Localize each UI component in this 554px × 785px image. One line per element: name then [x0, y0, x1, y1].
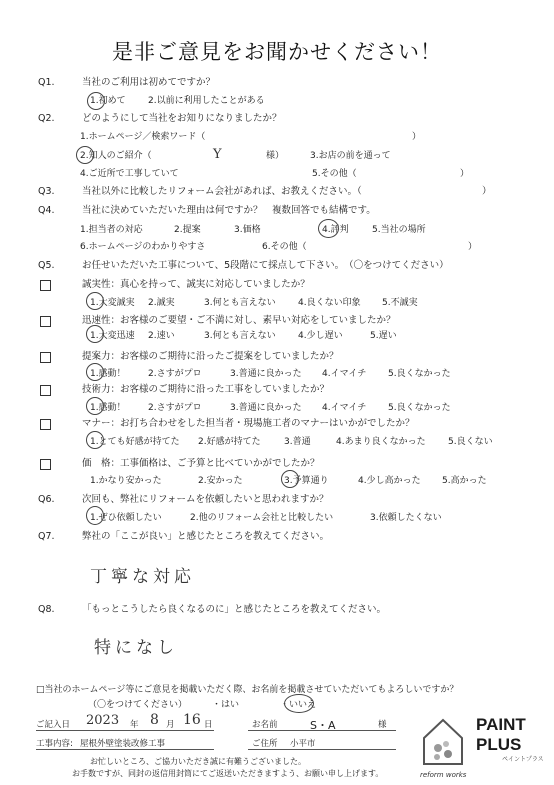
date-underline	[36, 730, 214, 731]
consent-yes: ・はい	[212, 700, 240, 710]
q5-item-5-option: 1.とても好感が持てた	[90, 437, 180, 447]
q5-item-1-heading: 誠実性：真心を持って、誠実に対応していましたか？	[82, 279, 310, 290]
q2-option-2: 2.知人のご紹介（	[80, 151, 152, 161]
q8-question: 「もっとこうしたら良くなるのに」と感じたところを教えてください。	[82, 604, 387, 615]
name-label: お名前	[252, 720, 278, 730]
q5-item-5-option: 3.普通	[284, 437, 311, 447]
q7-number: Q7.	[38, 531, 55, 542]
checkbox	[40, 385, 51, 396]
q5-item-2-option: 1.大変迅速	[90, 331, 135, 341]
checkbox	[40, 419, 51, 430]
date-day-unit: 日	[204, 720, 213, 730]
q2-option-2-sama: 様）	[266, 151, 285, 161]
q5-item-1-option: 4.良くない印象	[298, 298, 361, 308]
q5-item-3-heading: 提案力：お客様のご期待に沿ったご提案をしていましたか？	[82, 351, 339, 362]
q6-number: Q6.	[38, 494, 55, 505]
q8-handwritten-answer: 特になし	[94, 638, 178, 658]
q5-item-3-option: 3.普通に良かった	[230, 369, 302, 379]
q4-number: Q4.	[38, 205, 55, 216]
consent-instruction: （〇をつけてください）	[88, 700, 188, 710]
q4-question: 当社に決めていただいた理由は何ですか？ 複数回答でも結構です。	[82, 205, 376, 216]
q5-item-1-option: 5.不誠実	[382, 298, 418, 308]
q2-option-4: 4.ご近所で工事していて	[80, 169, 179, 179]
consent-question: □当社のホームページ等にご意見を掲載いただく際、お名前を掲載させていただいてもよろしいですか？	[36, 685, 459, 695]
address-label: ご住所	[252, 739, 278, 749]
q5-item-6-heading: 価 格：工事価格は、ご予算と比べていかがでしたか？	[82, 458, 320, 469]
q3-question: 当社以外に比較したリフォーム会社があれば、お教えください。（	[82, 186, 362, 197]
logo-plus: PLUS	[476, 735, 522, 754]
q1-option-2: 2.以前に利用したことがある	[148, 96, 265, 106]
q5-item-5-option: 2.好感が持てた	[198, 437, 261, 447]
thanks-note: お忙しいところ、ご協力いただき誠に有難うございました。	[90, 757, 306, 766]
answer-circle	[318, 219, 339, 238]
q4-option-other: 6.その他（	[262, 242, 307, 252]
q5-item-1-option: 1.大変誠実	[90, 298, 135, 308]
answer-circle	[281, 470, 299, 488]
date-day: 16	[183, 712, 201, 728]
date-label: ご記入日	[36, 720, 71, 730]
q5-item-6-option: 4.少し高かった	[358, 476, 421, 486]
q2-option-1-end: ）	[412, 132, 422, 142]
answer-circle	[284, 694, 314, 713]
q6-question: 次回も、弊社にリフォームを依頼したいと思われますか？	[82, 494, 329, 505]
q5-item-6-option: 5.高かった	[442, 476, 487, 486]
answer-circle	[86, 506, 104, 525]
q5-item-1-option: 2.誠実	[148, 298, 175, 308]
work-content: 屋根外壁塗装改修工事	[80, 739, 166, 749]
date-year-unit: 年	[130, 720, 139, 730]
reform-works-text: reform works	[420, 771, 467, 779]
work-underline	[36, 749, 214, 750]
logo-paint: PAINT	[476, 715, 526, 734]
q5-item-4-option: 5.良くなかった	[388, 403, 451, 413]
q5-item-4-option: 4.イマイチ	[322, 403, 367, 413]
q5-item-3-option: 1.感動！	[90, 369, 126, 379]
return-note: お手数ですが、同封の返信用封筒にてご返送いただきますよう、お願い申し上げます。	[72, 769, 384, 778]
checkbox	[40, 316, 51, 327]
q4-option-5: 5.当社の場所	[372, 225, 426, 235]
q2-question: どのようにして当社をお知りになりましたか？	[82, 113, 282, 124]
q5-item-4-option: 2.さすがプロ	[148, 403, 202, 413]
q7-handwritten-answer: 丁寧な対応	[90, 567, 195, 587]
q6-option-1: 1.ぜひ依頼したい	[90, 513, 162, 523]
q5-item-6-option: 1.かなり安かった	[90, 476, 162, 486]
answer-circle	[86, 292, 104, 310]
q5-item-5-option: 4.あまり良くなかった	[336, 437, 426, 447]
house-logo-icon	[420, 714, 466, 770]
customer-name: S・A	[310, 719, 336, 732]
q5-item-4-heading: 技術力：お客様のご期待に沿った工事をしていましたか？	[82, 384, 330, 395]
q3-end: ）	[482, 186, 492, 197]
q2-option-5: 5.その他（	[312, 169, 357, 179]
answer-circle	[86, 431, 104, 449]
q1-number: Q1.	[38, 77, 55, 88]
q5-item-5-option: 5.良くない	[448, 437, 493, 447]
q5-item-3-option: 2.さすがプロ	[148, 369, 202, 379]
answer-circle	[86, 397, 104, 415]
q7-question: 弊社の「ここが良い」と感じたところを教えてください。	[82, 531, 330, 542]
checkbox	[40, 352, 51, 363]
name-underline	[248, 730, 396, 731]
q5-item-4-option: 1.感動！	[90, 403, 126, 413]
q1-option-1: 1.初めて	[90, 96, 126, 106]
checkbox	[40, 459, 51, 470]
checkbox	[40, 280, 51, 291]
q5-item-5-heading: マナー：お打ち合わせをした担当者・現場施工者のマナーはいかがでしたか？	[82, 418, 415, 429]
q4-option-3: 3.価格	[234, 225, 261, 235]
q1-question: 当社のご利用は初めてですか？	[82, 77, 216, 88]
page-title: 是非ご意見をお聞かせください！	[112, 40, 442, 64]
q4-option-6: 6.ホームページのわかりやすさ	[80, 242, 206, 252]
name-sama: 様	[378, 720, 387, 730]
q5-item-6-option: 2.安かった	[198, 476, 243, 486]
answer-circle	[87, 92, 105, 110]
q2-option-1: 1.ホームページ／検索ワード（	[80, 132, 206, 142]
q5-item-2-option: 5.遅い	[370, 331, 397, 341]
address-underline	[248, 749, 396, 750]
q3-number: Q3.	[38, 186, 55, 197]
q5-number: Q5.	[38, 260, 55, 271]
q5-item-2-option: 3.何とも言えない	[204, 331, 276, 341]
q2-referrer-name: Y	[213, 147, 222, 162]
q2-number: Q2.	[38, 113, 55, 124]
date-month-unit: 月	[166, 720, 175, 730]
q2-option-5-end: ）	[460, 169, 470, 179]
logo-subtitle: ペイントプラス	[502, 756, 544, 763]
q5-question: お任せいただいた工事について、5段階にて採点して下さい。 （〇をつけてください）	[82, 260, 449, 271]
q5-item-4-option: 3.普通に良かった	[230, 403, 302, 413]
answer-circle	[76, 146, 94, 164]
q5-item-2-option: 2.速い	[148, 331, 175, 341]
q6-option-2: 2.他のリフォーム会社と比較したい	[190, 513, 334, 523]
consent-no: ・いいえ	[280, 700, 317, 710]
work-label: 工事内容:	[36, 739, 73, 749]
q2-option-3: 3.お店の前を通って	[310, 151, 391, 161]
q5-item-2-option: 4.少し遅い	[298, 331, 343, 341]
q5-item-6-option: 3.予算通り	[284, 476, 329, 486]
q8-number: Q8.	[38, 604, 55, 615]
date-year: 2023	[86, 713, 120, 728]
answer-circle	[86, 325, 104, 343]
q5-item-1-option: 3.何とも言えない	[204, 298, 276, 308]
answer-circle	[86, 363, 104, 381]
q4-option-2: 2.提案	[174, 225, 201, 235]
address-value: 小平市	[290, 739, 316, 749]
q4-option-other-end: ）	[468, 242, 478, 252]
q5-item-3-option: 4.イマイチ	[322, 369, 367, 379]
q5-item-2-heading: 迅速性：お客様のご要望・ご不満に対し、素早い対応をしていましたか？	[82, 315, 396, 326]
date-month: 8	[150, 712, 159, 728]
q4-option-1: 1.担当者の対応	[80, 225, 143, 235]
q5-item-3-option: 5.良くなかった	[388, 369, 451, 379]
q4-option-4: 4.評判	[322, 225, 349, 235]
q6-option-3: 3.依頼したくない	[370, 513, 442, 523]
